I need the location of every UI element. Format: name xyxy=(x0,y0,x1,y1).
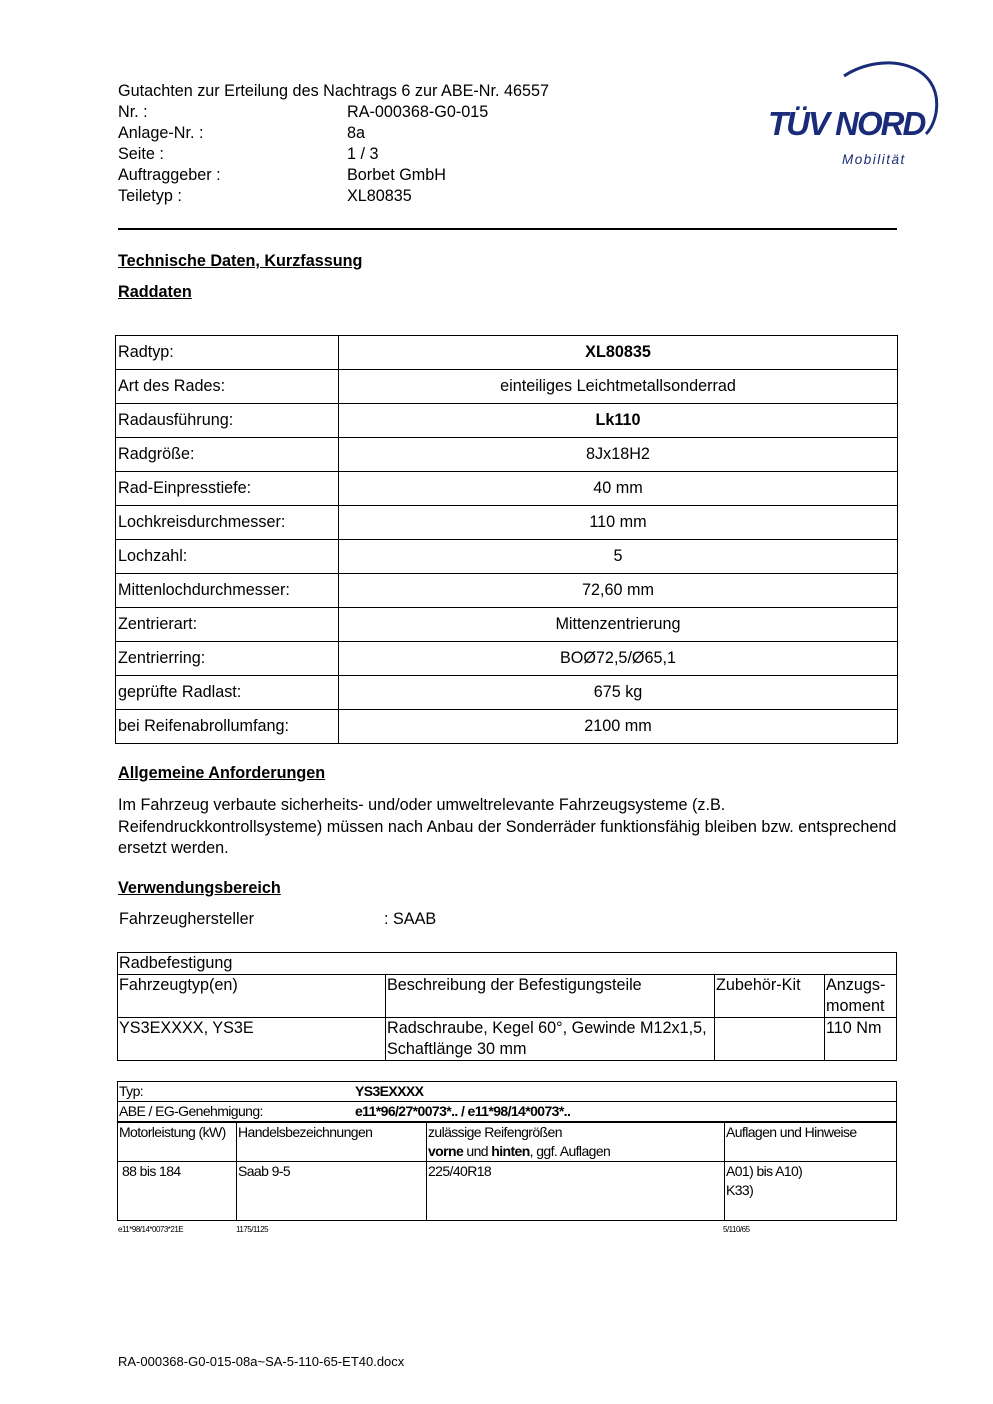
fahrzeughersteller-label: Fahrzeughersteller xyxy=(119,910,254,928)
footer-filename: RA-000368-G0-015-08a~SA-5-110-65-ET40.docx xyxy=(118,1354,405,1369)
section-heading-allgemeine: Allgemeine Anforderungen xyxy=(118,764,326,782)
logo-brand: TÜV NORD xyxy=(768,105,925,142)
document-title: Gutachten zur Erteilung des Nachtrags 6 zur ABE-Nr. 46557 xyxy=(118,82,549,100)
fahrzeughersteller-row xyxy=(119,910,437,929)
section-heading-verwendung: Verwendungsbereich xyxy=(118,879,281,897)
tiny-note-a: e11*98/14*0073*21E xyxy=(118,1225,184,1234)
table-row: Radtyp: XL80835 xyxy=(116,336,898,370)
table-row: Art des Rades: einteiliges Leichtmetallsonderrad xyxy=(116,370,898,404)
table-row: Zentrierring: BOØ72,5/Ø65,1 xyxy=(116,642,898,676)
radbefestigung-title: Radbefestigung xyxy=(118,953,897,975)
typ-table xyxy=(117,1081,897,1221)
tiny-note-b: 1175/1125 xyxy=(236,1225,269,1234)
table-header-row: Motorleistung (kW) Handelsbezeichnungen zulässige Reifengrößen vorne und hinten, ggf. Auflagen Auflagen und Hinweise xyxy=(118,1122,897,1162)
table-header-row: Fahrzeugtyp(en) Beschreibung der Befestigungsteile Zubehör-Kit Anzugs-moment xyxy=(118,975,897,1018)
table-row: bei Reifenabrollumfang: 2100 mm xyxy=(116,710,898,744)
table-row: Lochkreisdurchmesser: 110 mm xyxy=(116,506,898,540)
header-field-nr: Nr. : RA-000368-G0-015 xyxy=(118,103,489,121)
typ-row: Typ: YS3EXXXX xyxy=(118,1082,897,1102)
document-header xyxy=(118,81,549,207)
table-row: Radausführung: Lk110 xyxy=(116,404,898,438)
logo-sub: Mobilität xyxy=(842,152,906,167)
header-field-auftraggeber: Auftraggeber : Borbet GmbH xyxy=(118,166,446,184)
table-row: 88 bis 184 Saab 9-5 225/40R18 A01) bis A10) K33) xyxy=(118,1162,897,1221)
table-row: Radgröße: 8Jx18H2 xyxy=(116,438,898,472)
header-field-seite: Seite : 1 / 3 xyxy=(118,145,379,163)
raddaten-table xyxy=(115,335,898,744)
tiny-note-c: 5/110/65 xyxy=(723,1225,750,1234)
table-row: Rad-Einpresstiefe: 40 mm xyxy=(116,472,898,506)
table-row xyxy=(118,953,897,975)
tuv-nord-logo xyxy=(764,58,944,173)
fahrzeughersteller-value: : SAAB xyxy=(384,910,437,928)
table-row: YS3EXXXX, YS3E Radschraube, Kegel 60°, Gewinde M12x1,5, Schaftlänge 30 mm 110 Nm xyxy=(118,1018,897,1061)
allgemeine-text: Im Fahrzeug verbaute sicherheits- und/oder umweltrelevante Fahrzeugsysteme (z.B. Reifendruckkontrollsysteme) müssen nach Anbau der Sonderräder funktionsfähig bleiben bzw. entsprechend ersetzt werden. xyxy=(118,796,897,857)
table-row: geprüfte Radlast: 675 kg xyxy=(116,676,898,710)
header-divider xyxy=(118,228,897,230)
table-row: Zentrierart: Mittenzentrierung xyxy=(116,608,898,642)
table-row: Lochzahl: 5 xyxy=(116,540,898,574)
radbefestigung-table xyxy=(117,952,897,1061)
header-field-teiletyp: Teiletyp : XL80835 xyxy=(118,187,412,205)
header-field-anlage: Anlage-Nr. : 8a xyxy=(118,124,366,142)
abe-row: ABE / EG-Genehmigung: e11*96/27*0073*.. / e11*98/14*0073*.. xyxy=(118,1102,897,1123)
section-heading-technische: Technische Daten, Kurzfassung xyxy=(118,252,363,270)
table-row: Mittenlochdurchmesser: 72,60 mm xyxy=(116,574,898,608)
section-heading-raddaten: Raddaten xyxy=(118,283,192,301)
